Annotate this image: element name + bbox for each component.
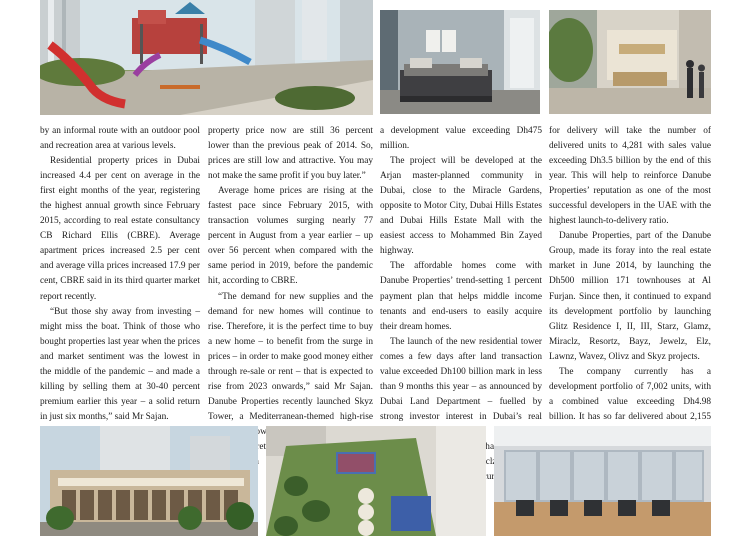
column-3-paragraph: The project will be developed at the Arjan master-planned community in Dubai, close to the Miracle Gardens, opposite to Motor City, Dubai Hills Estates and Dubai Hills Estate Mall with the easiest access to Mohammed Bin Zayed highway. xyxy=(380,156,542,257)
column-4-paragraph: for delivery will take the number of delivered units to 4,281 with sales value exceeding Dh3.5 billion by the end of this year. This will help to reinforce Danube Properties’ reputation as one of the most successful developers in the UAE with the highest launch-to-delivery ratio. xyxy=(549,126,711,227)
column-1 xyxy=(40,124,200,470)
column-1-paragraph: Residential property prices in Dubai increased 4.4 per cent on average in the first eight months of the year, registering the highest annual growth since February 2015, according to real estate consultancy CB Richard Ellis (CBRE). Average apartment prices increased 2.5 per cent and average villa prices increased 17.9 per cent, CBRE said in its third quarter market report recently. xyxy=(40,156,200,302)
gym-photo xyxy=(494,426,711,536)
column-4-paragraph: Danube Properties, part of the Danube Group, made its foray into the real estate market in June 2014, by launching the Dh500 million 171 townhouses at Al Furjan. Since then, it continued to expand its development portfolio by launching Glitz Residence I, II, III, Starz, Glamz, Miraclz, Resortz, Bayz, Jewelz, Elz, Lawnz, Wavez, Olivz and Skyz projects. xyxy=(549,231,711,362)
column-4 xyxy=(549,124,711,470)
column-3-paragraph: The launch of the new residential tower comes a few days after land transaction value exceeded Dh100 billion mark in less than 9 months this year – as announced by Dubai Land Department – fuelled by strong investor interest in Dubai’s real xyxy=(380,336,542,422)
column-3-paragraph: has xyxy=(485,441,498,452)
column-3-paragraph: a development value exceeding Dh475 million. xyxy=(380,126,542,152)
column-1-paragraph: “But those shy away from investing – might miss the boat. Think of those who bought properties last year when the prices and market sentiment was the lowest in the middle of the pandemic – and made a killing by selling them at 30-40 percent premium earlier this year – a solid return in just six months,” said Mr Sajan. xyxy=(40,306,200,422)
column-2-paragraph: Average home prices are rising at the fastest pace since February 2015, with transaction volumes surging nearly 77 percent in August from a year earlier – up over 56 percent when compared with the same period in 2019, before the pandemic hit, according to CBRE. xyxy=(208,186,373,287)
playground-photo xyxy=(40,0,373,115)
bedroom-photo xyxy=(380,10,540,114)
column-4-paragraph: The company currently has a development portfolio of 7,002 units, with a combined value exceeding Dh4.98 billion. It has so far delivered about 2,155 xyxy=(549,366,711,422)
lobby-photo xyxy=(549,10,711,114)
column-2 xyxy=(208,124,373,470)
column-2-paragraph: property price now are still 36 percent lower than the previous peak of 2014. So, prices are still low and attractive. You may not make the same profit if you buy later.” xyxy=(208,126,373,182)
column-3-paragraph: The affordable homes come with Danube Properties’ trend-setting 1 percent payment plan that helps middle income tenants and end-users to easily acquire their dream homes. xyxy=(380,261,542,332)
column-1-paragraph: by an informal route with an outdoor pool and recreation area at various levels. xyxy=(40,126,200,152)
tower-exterior-photo xyxy=(40,426,258,536)
rooftop-sports-photo xyxy=(266,426,486,536)
column-2-paragraph: “The demand for new supplies and the demand for new homes will continue to rise. Therefore, it is the perfect time to buy a new home – to benefit from the surge in prices – in order to make good money either through re-sale or rent – that is expected to rise from 2023 onwards,” said Mr Sajan. Danube Properties recently launched Skyz Tower, a Mediterranean-themed high-rise tower retail xyxy=(208,291,373,452)
